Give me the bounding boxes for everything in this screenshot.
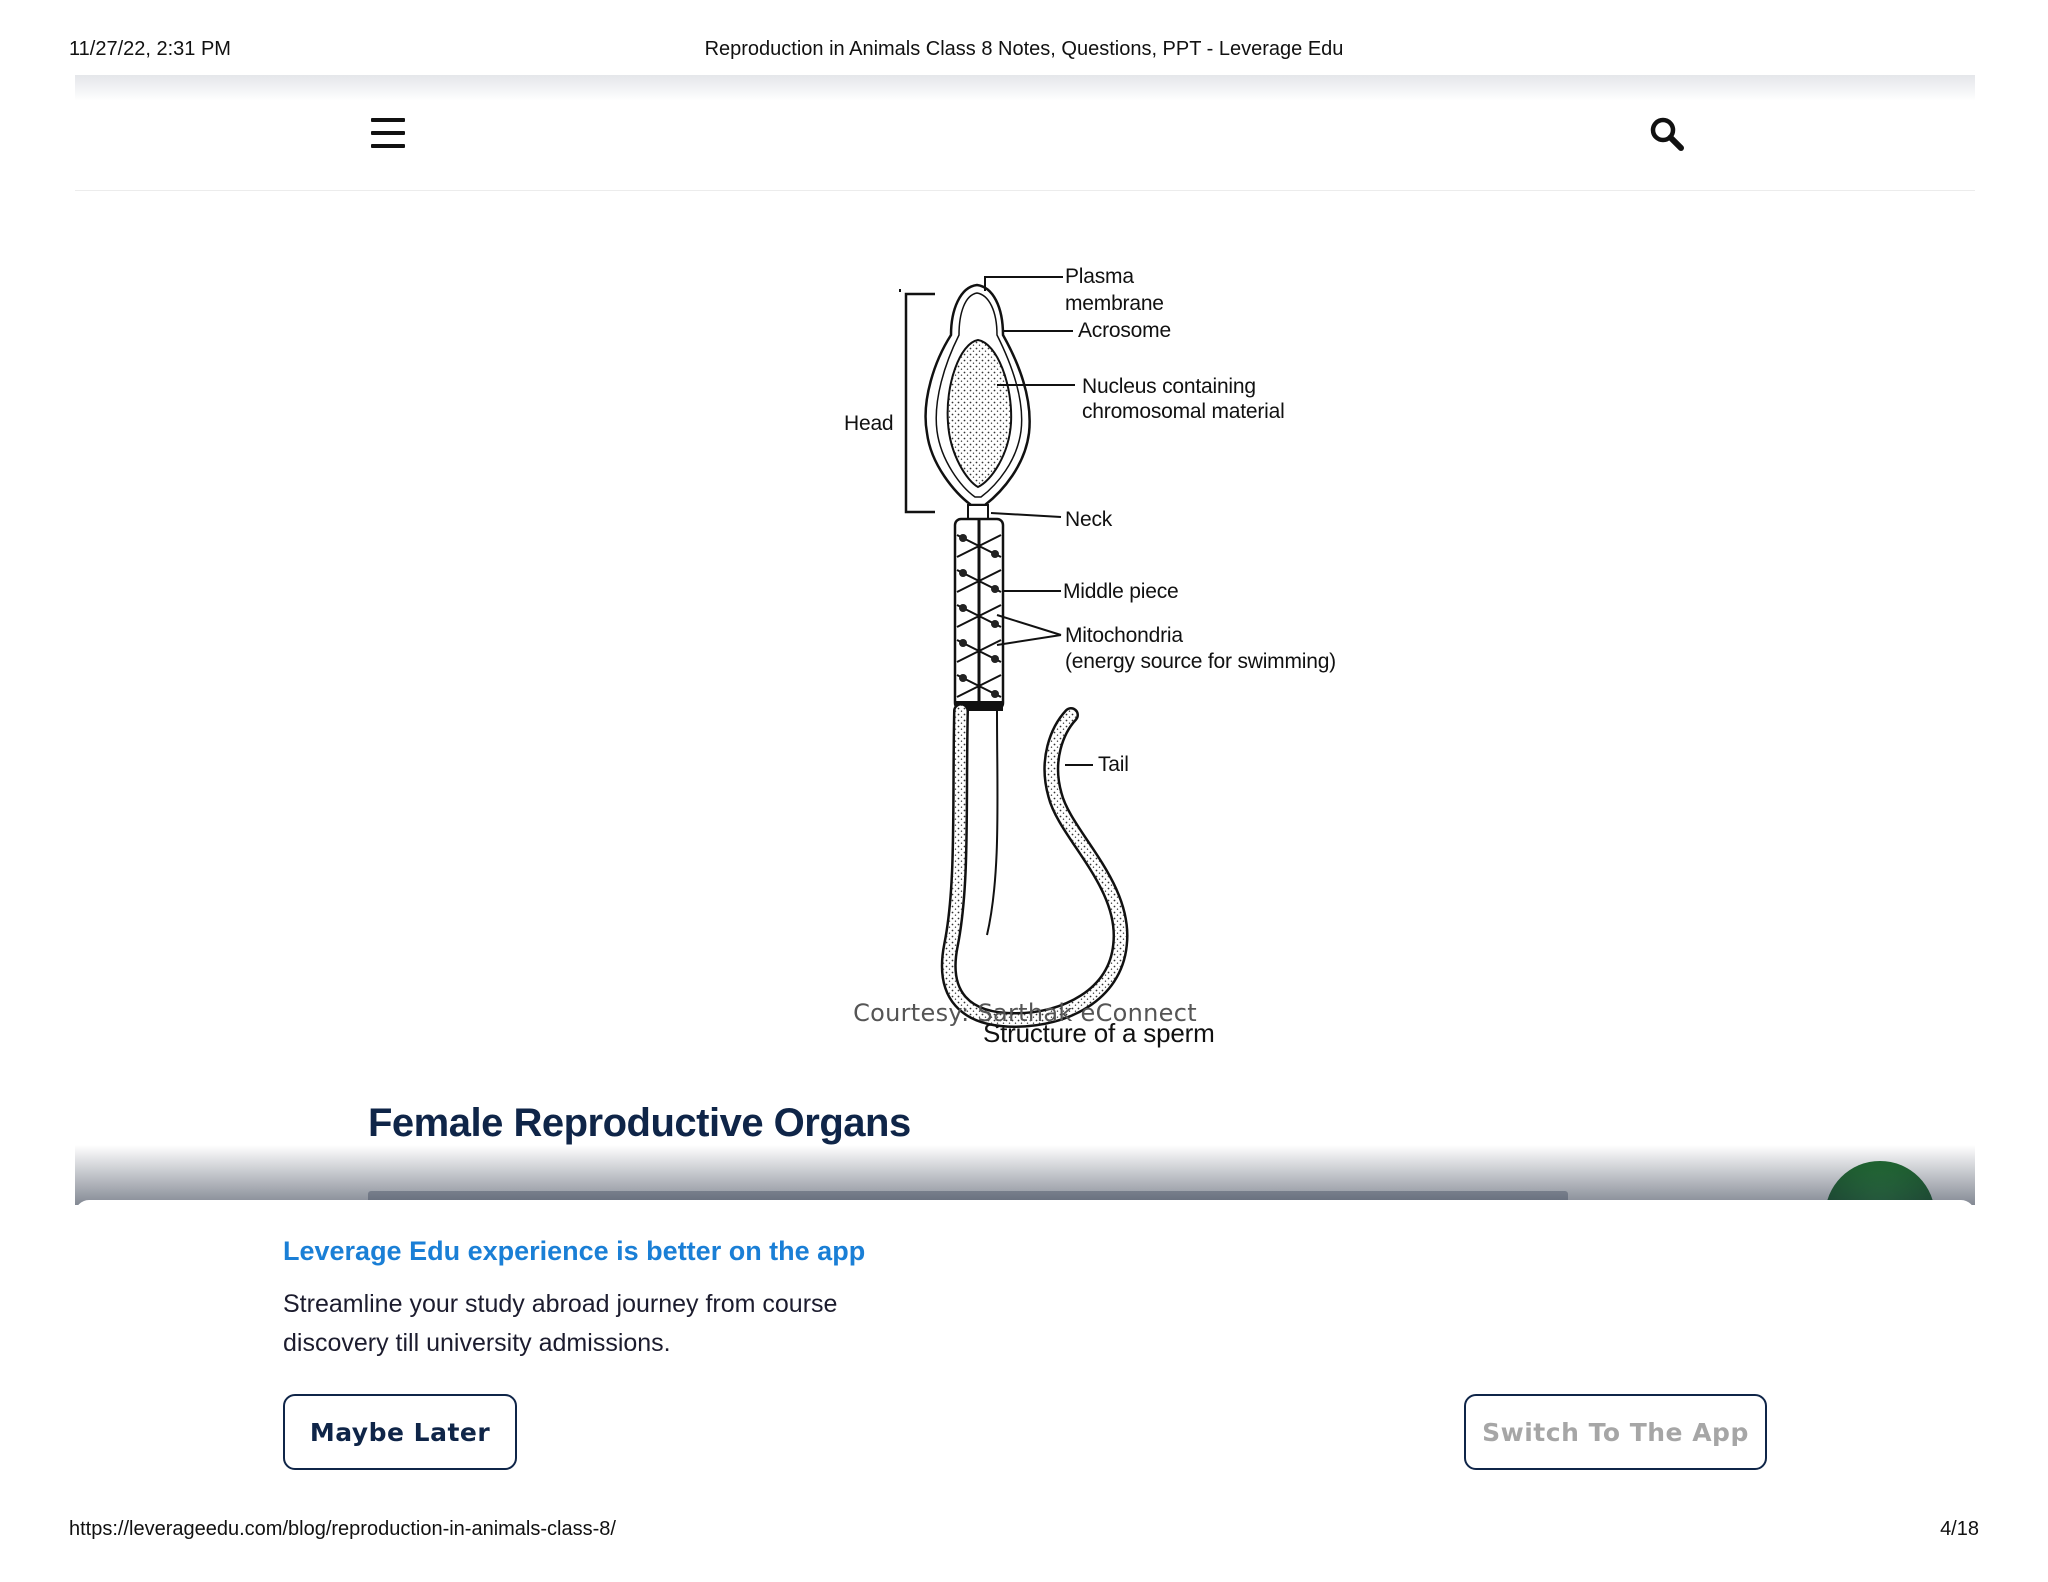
app-prompt-title: Leverage Edu experience is better on the app <box>283 1236 866 1266</box>
label-nucleus-1: Nucleus containing <box>1082 375 1256 398</box>
image-credit: Courtesy: Sarthak eConnect <box>853 999 1197 1027</box>
hamburger-menu-icon[interactable] <box>371 118 405 148</box>
figure-caption: Structure of a sperm <box>983 1018 1215 1048</box>
label-neck: Neck <box>1065 508 1113 531</box>
print-url: https://leverageedu.com/blog/reproduction-in-animals-class-8/ <box>69 1518 616 1540</box>
search-icon[interactable] <box>1648 115 1686 153</box>
label-head: Head <box>844 412 894 435</box>
print-document-title: Reproduction in Animals Class 8 Notes, Questions, PPT - Leverage Edu <box>704 38 1344 60</box>
print-page-number: 4/18 <box>1940 1518 1979 1540</box>
site-navbar <box>75 75 1975 191</box>
label-mitochondria-2: (energy source for swimming) <box>1065 650 1336 673</box>
section-heading: Female Reproductive Organs <box>368 1101 911 1145</box>
print-header <box>69 38 1979 64</box>
app-prompt-description: Streamline your study abroad journey from course discovery till university admissions. <box>283 1290 838 1357</box>
overlay-dim <box>75 1145 1975 1205</box>
switch-to-app-button[interactable]: Switch To The App <box>1464 1394 1767 1470</box>
label-middle-piece: Middle piece <box>1063 580 1179 603</box>
label-tail: Tail <box>1098 753 1129 776</box>
label-nucleus-2: chromosomal material <box>1082 400 1285 423</box>
label-acrosome: Acrosome <box>1078 319 1171 342</box>
maybe-later-button[interactable]: Maybe Later <box>283 1394 517 1470</box>
sperm-structure-figure <box>735 185 1435 1065</box>
print-datetime: 11/27/22, 2:31 PM <box>69 38 231 60</box>
print-footer <box>69 1518 1979 1544</box>
label-mitochondria-1: Mitochondria <box>1065 624 1183 647</box>
label-plasma-membrane-2: membrane <box>1065 292 1164 315</box>
label-plasma-membrane-1: Plasma <box>1065 265 1134 288</box>
